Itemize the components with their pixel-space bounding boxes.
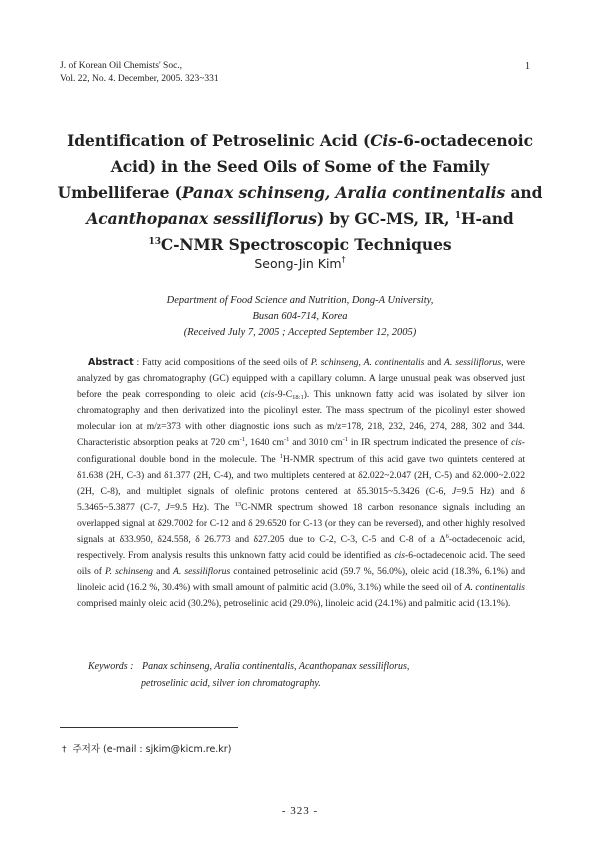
keywords xyxy=(88,658,508,692)
title-line-1: Identification of Petroselinic Acid (Cis-6-octadecenoic xyxy=(67,131,533,150)
affiliation-dept: Department of Food Science and Nutrition, Dong-A University, xyxy=(166,295,434,306)
abstract: Abstract : Fatty acid compositions of the seed oils of P. schinseng, A. continentalis and A. sessiliflorus, were analyzed by gas chromatography (GC) equipped with a capillary column. A large unusual peak was observed just before the peak corresponding to oleic acid $(cis-9-C_{18:1})$. This unknown fatty acid was isolated by silver ion chromatography and then derivatized into the picolinyl ester. The mass spectrum of the picolinyl ester showed molecular ion at m/z=373 with other diagnostic ions such as m/z=178, 218, 232, 246, 274, 288, 302 and 344. Characteristic absorption peaks at 720 $cm^{-1}$, 1640 $cm^{-1}$ and 3010 $cm^{-1}$ in IR spectrum indicated the presence of cis-configurational double bond in the molecule. The $^1$H-NMR spectrum of this acid gave two quintets centered at δ1.638 (2H, C-3) and δ1.377 (2H, C-4), and two multiplets centered at δ2.022~2.047 (2H, C-5) and δ2.000~2.022 (2H, C-8), and multiplet signals of olefinic protons centered at δ5.3015~5.3426 (C-6, J=9.5 Hz) and δ 5.3465~5.3877 (C-7, J=9.5 Hz). The $^{13}$C-NMR spectrum showed 18 carbon resonance signals including an overlapped signal at δ29.7002 for C-12 and δ 29.6520 for C-13 (or they can be reversed), and other highly resolved signals at δ33.950, δ24.558, δ 26.773 and δ27.205 due to C-2, C-3, C-5 and C-8 of a $\Delta^6$-octadecenoic acid, respectively. From analysis results this unknown fatty acid could be identified as cis-6-octadecenoic acid. The seed oils of P. schinseng and A. sessiliflorus contained petroselinic acid (59.7 %, 56.0%), oleic acid (18.3%, 6.1%) and linoleic acid (16.2 %, 30.4%) with small amount of palmitic acid (3.0%, 3.1%) while the seed oil of A. continentalis comprised mainly oleic acid (30.2%), petroselinic acid (29.0%), linoleic acid (24.1%) and palmitic acid (13.1%). xyxy=(77,357,526,610)
keywords-line-2: petroselinic acid, silver ion chromatography. xyxy=(141,678,321,689)
keywords-line-1: Panax schinseng, Aralia continentalis, Acanthopanax sessiliflorus, xyxy=(142,661,410,672)
journal-citation xyxy=(60,60,219,86)
affiliation xyxy=(0,293,600,341)
journal-volume: Vol. 22, No. 4. December, 2005. 323~331 xyxy=(60,74,219,84)
title-line-4: Acanthopanax sessiliflorus) by GC-MS, IR, $^1$H-and xyxy=(86,209,514,228)
affiliation-city: Busan 604-714, Korea xyxy=(252,311,348,322)
title-line-2: Acid) in the Seed Oils of Some of the Family xyxy=(110,157,490,176)
author-name: Seong-Jin Kim† xyxy=(254,255,346,271)
paper-title xyxy=(40,128,560,258)
footnote-rule xyxy=(60,727,238,728)
footnote-text: 주저자 (e-mail : sjkim@kicm.re.kr) xyxy=(72,744,232,755)
abstract-label: Abstract xyxy=(88,357,134,368)
page-number: - 323 - xyxy=(281,805,319,817)
footnote xyxy=(62,741,231,755)
keywords-label: Keywords : xyxy=(88,661,134,672)
title-line-3: Umbelliferae (Panax schinseng, Aralia continentalis and xyxy=(57,183,543,202)
received-dates: (Received July 7, 2005 ; Accepted September 12, 2005) xyxy=(183,327,417,338)
page-mark: 1 xyxy=(525,61,530,72)
author-mark: † xyxy=(341,255,346,264)
footnote-mark: † xyxy=(62,745,67,755)
journal-name: J. of Korean Oil Chemists' Soc., xyxy=(60,61,183,71)
title-line-5: $^{13}$C-NMR Spectroscopic Techniques xyxy=(148,235,452,254)
